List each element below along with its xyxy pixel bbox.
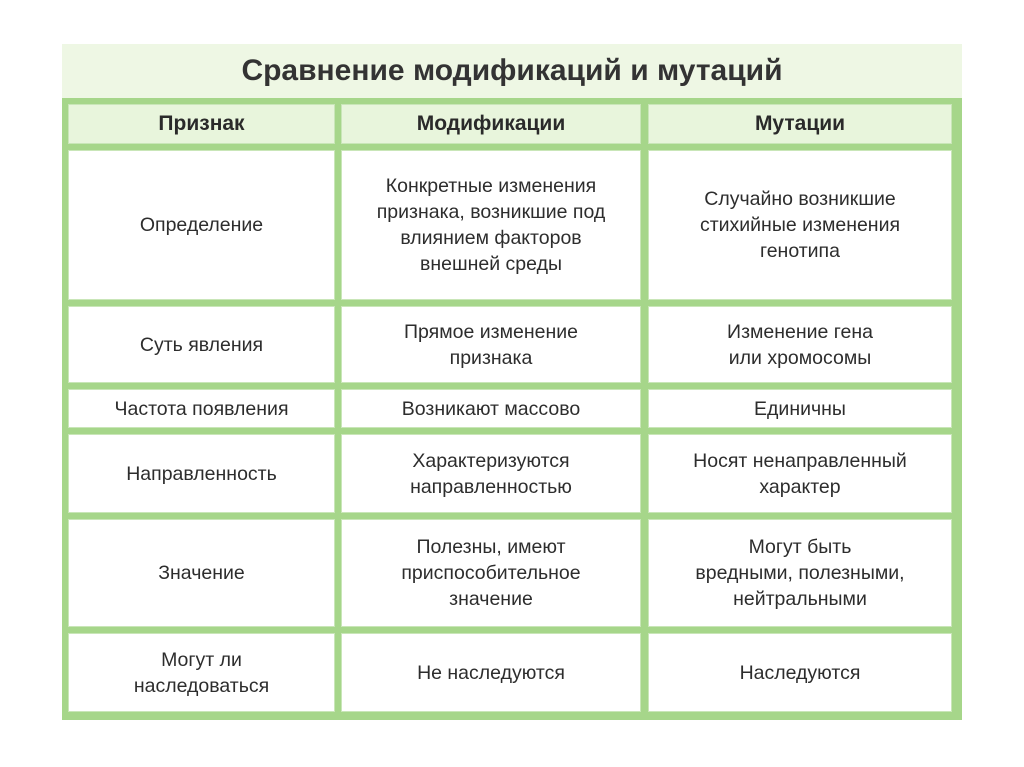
table-row-label: Определение [68, 150, 335, 300]
table-cell-modifications: Полезны, имеют приспособительное значение [341, 519, 641, 627]
table-cell-mutations: Изменение гена или хромосомы [648, 306, 952, 383]
table-row-label: Суть явления [68, 306, 335, 383]
table-cell-mutations: Носят ненаправленный характер [648, 434, 952, 513]
slide-title: Сравнение модификаций и мутаций [241, 54, 783, 87]
table-header-cell: Мутации [648, 104, 952, 144]
table-cell-modifications: Возникают массово [341, 389, 641, 428]
table-cell-modifications: Прямое изменение признака [341, 306, 641, 383]
table-cell-mutations: Наследуются [648, 633, 952, 712]
table-cell-mutations: Случайно возникшие стихийные изменения генотипа [648, 150, 952, 300]
comparison-table [62, 98, 962, 720]
table-cell-mutations: Единичны [648, 389, 952, 428]
table-row-label: Направленность [68, 434, 335, 513]
slide [62, 44, 962, 720]
table-cell-modifications: Характеризуются направленностью [341, 434, 641, 513]
table-row-label: Частота появления [68, 389, 335, 428]
table-cell-mutations: Могут быть вредными, полезными, нейтральными [648, 519, 952, 627]
table-header-cell: Признак [68, 104, 335, 144]
table-row-label: Могут ли наследоваться [68, 633, 335, 712]
table-header-cell: Модификации [341, 104, 641, 144]
table-row-label: Значение [68, 519, 335, 627]
table-cell-modifications: Конкретные изменения признака, возникшие под влиянием факторов внешней среды [341, 150, 641, 300]
table-cell-modifications: Не наследуются [341, 633, 641, 712]
